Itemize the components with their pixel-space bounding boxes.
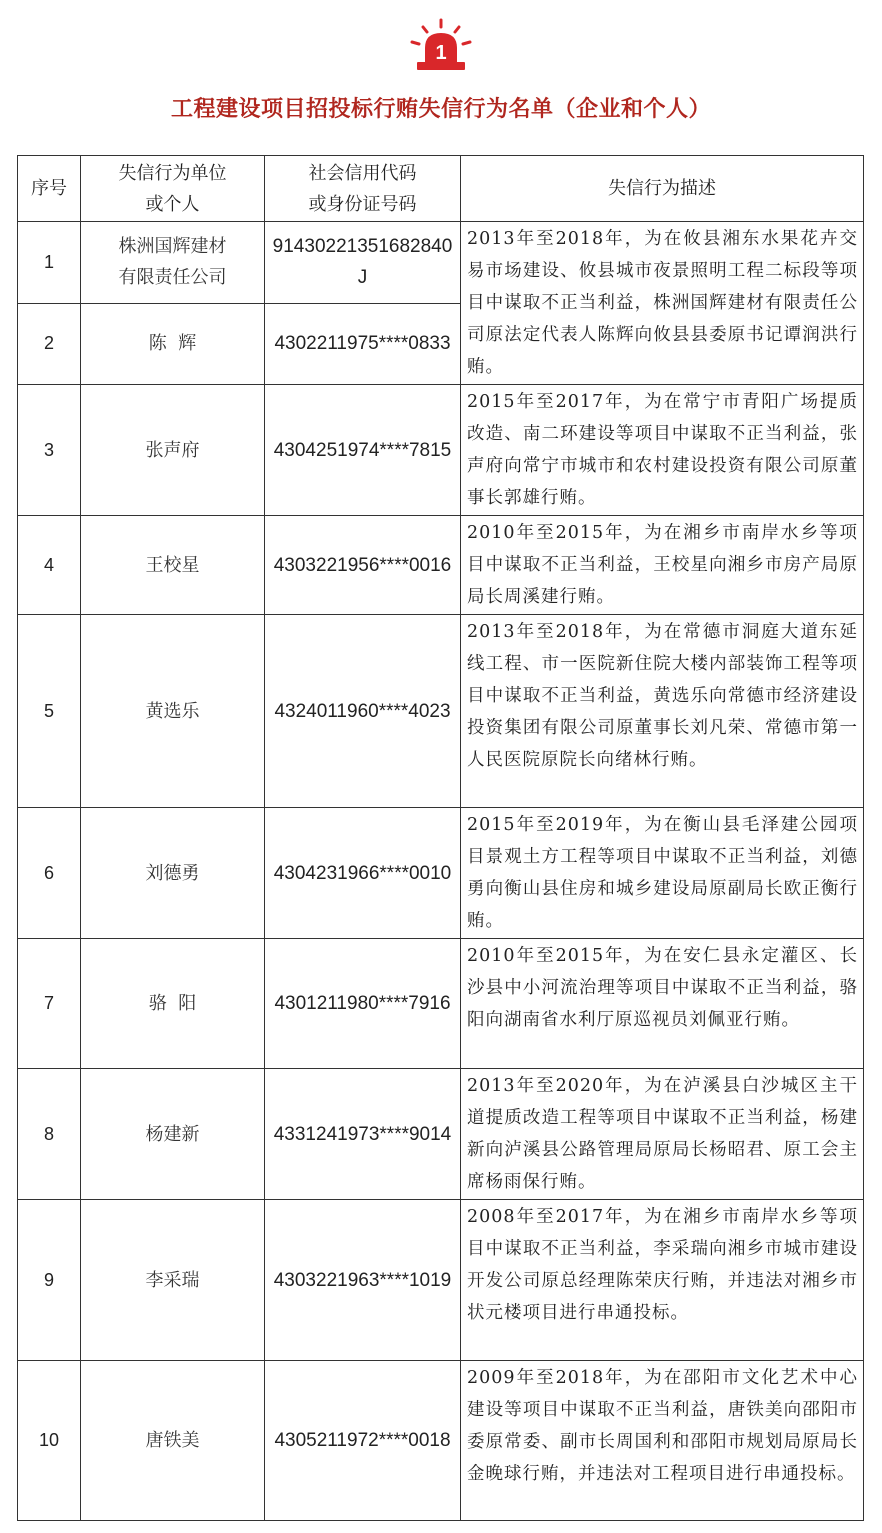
row-seq: 7 <box>18 939 81 1069</box>
table-row <box>18 615 864 808</box>
row-seq: 5 <box>18 615 81 808</box>
row-description: 2015年至2019年，为在衡山县毛泽建公园项目景观土方工程等项目中谋取不正当利益，刘德勇向衡山县住房和城乡建设局原副局长欧正衡行贿。 <box>461 808 864 939</box>
row-name: 刘德勇 <box>81 808 265 939</box>
row-code: 4304231966****0010 <box>265 808 461 939</box>
table-row <box>18 1200 864 1361</box>
row-name: 张声府 <box>81 385 265 516</box>
row-name: 王校星 <box>81 516 265 615</box>
row-code: 4305211972****0018 <box>265 1361 461 1521</box>
header-name <box>81 156 265 222</box>
header-name-text: 失信行为单位 或个人 <box>118 162 227 215</box>
table-row <box>18 1361 864 1521</box>
blacklist-table <box>17 155 864 1521</box>
row-seq: 2 <box>18 303 81 385</box>
header-seq: 序号 <box>18 156 81 222</box>
row-name: 陈 辉 <box>81 303 265 385</box>
badge-number: 1 <box>435 42 447 64</box>
row-description: 2010年至2015年，为在安仁县永定灌区、长沙县中小河流治理等项目中谋取不正当利益，骆阳向湖南省水利厅原巡视员刘佩亚行贿。 <box>461 939 864 1069</box>
row-code: 4302211975****0833 <box>265 303 461 385</box>
row-code: 4303221963****1019 <box>265 1200 461 1361</box>
row-code: 91430221351682840J <box>265 222 461 304</box>
page-title: 工程建设项目招投标行贿失信行为名单（企业和个人） <box>170 97 711 122</box>
row-description: 2013年至2018年，为在攸县湘东水果花卉交易市场建设、攸县城市夜景照明工程二标段等项目中谋取不正当利益，株洲国辉建材有限责任公司原法定代表人陈辉向攸县县委原书记谭润洪行贿。 <box>461 222 864 385</box>
row-code: 4304251974****7815 <box>265 385 461 516</box>
table-header-row <box>18 156 864 222</box>
row-code: 4324011960****4023 <box>265 615 461 808</box>
row-seq: 4 <box>18 516 81 615</box>
row-name: 骆 阳 <box>81 939 265 1069</box>
row-name: 杨建新 <box>81 1069 265 1200</box>
row-name: 李采瑞 <box>81 1200 265 1361</box>
row-name <box>81 222 265 304</box>
header-code-text: 社会信用代码 或身份证号码 <box>308 162 417 215</box>
header-desc: 失信行为描述 <box>461 156 864 222</box>
row-seq: 3 <box>18 385 81 516</box>
table-row <box>18 222 864 304</box>
table-row <box>18 516 864 615</box>
row-code: 4331241973****9014 <box>265 1069 461 1200</box>
table-row <box>18 1069 864 1200</box>
header-code <box>265 156 461 222</box>
row-description: 2015年至2017年，为在常宁市青阳广场提质改造、南二环建设等项目中谋取不正当利益，张声府向常宁市城市和农村建设投资有限公司原董事长郭雄行贿。 <box>461 385 864 516</box>
row-description: 2010年至2015年，为在湘乡市南岸水乡等项目中谋取不正当利益，王校星向湘乡市房产局原局长周溪建行贿。 <box>461 516 864 615</box>
row-name: 唐铁美 <box>81 1361 265 1521</box>
row-name: 黄选乐 <box>81 615 265 808</box>
row-name-text: 株洲国辉建材 有限责任公司 <box>118 236 227 289</box>
row-seq: 8 <box>18 1069 81 1200</box>
row-code: 4303221956****0016 <box>265 516 461 615</box>
table-row <box>18 808 864 939</box>
row-seq: 6 <box>18 808 81 939</box>
row-seq: 10 <box>18 1361 81 1521</box>
row-code: 4301211980****7916 <box>265 939 461 1069</box>
table-row <box>18 939 864 1069</box>
row-description: 2013年至2018年，为在常德市洞庭大道东延线工程、市一医院新住院大楼内部装饰工程等项目中谋取不正当利益，黄选乐向常德市经济建设投资集团有限公司原董事长刘凡荣、常德市第一人民医院原院长向绪林行贿。 <box>461 615 864 808</box>
row-description: 2009年至2018年，为在邵阳市文化艺术中心建设等项目中谋取不正当利益，唐铁美向邵阳市委原常委、副市长周国利和邵阳市规划局原局长金晚球行贿，并违法对工程项目进行串通投标。 <box>461 1361 864 1521</box>
alarm-light-icon <box>406 18 476 76</box>
row-description: 2013年至2020年，为在泸溪县白沙城区主干道提质改造工程等项目中谋取不正当利益，杨建新向泸溪县公路管理局原局长杨昭君、原工会主席杨雨保行贿。 <box>461 1069 864 1200</box>
table-row <box>18 385 864 516</box>
row-description: 2008年至2017年，为在湘乡市南岸水乡等项目中谋取不正当利益，李采瑞向湘乡市城市建设开发公司原总经理陈荣庆行贿，并违法对湘乡市状元楼项目进行串通投标。 <box>461 1200 864 1361</box>
row-seq: 1 <box>18 222 81 304</box>
row-seq: 9 <box>18 1200 81 1361</box>
